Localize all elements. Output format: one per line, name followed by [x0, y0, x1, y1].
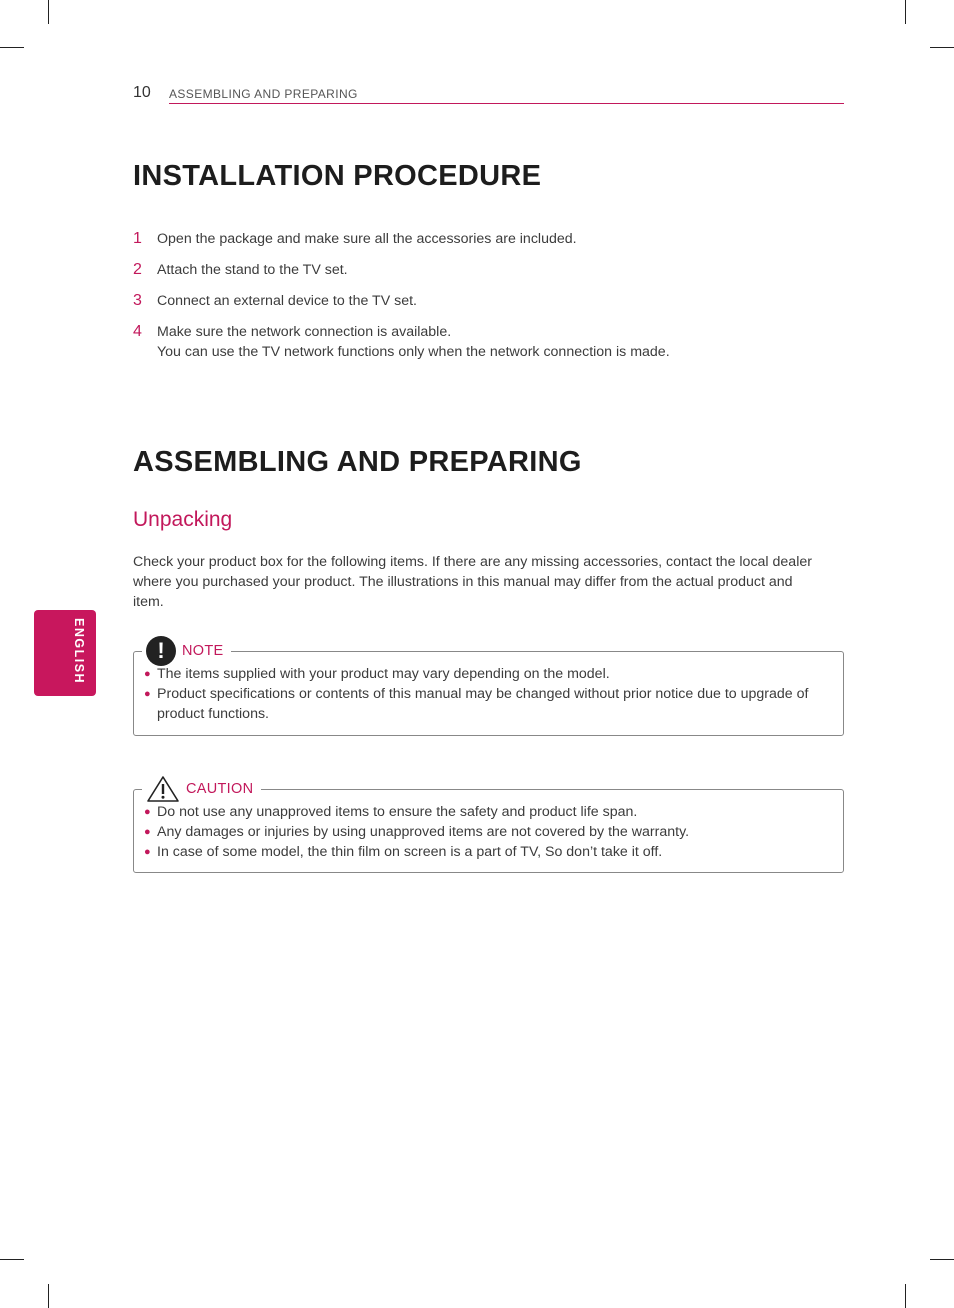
assembling-title: ASSEMBLING AND PREPARING — [133, 446, 582, 478]
caution-item — [144, 842, 824, 862]
note-item-text: The items supplied with your product may vary depending on the model. — [157, 666, 610, 682]
note-item — [144, 664, 824, 684]
header-rule — [169, 103, 844, 104]
language-tab — [34, 610, 96, 696]
note-label: NOTE — [182, 643, 224, 659]
step-item — [133, 322, 844, 362]
crop-mark — [48, 0, 49, 24]
bullet-icon: ● — [144, 688, 151, 700]
step-text: Attach the stand to the TV set. — [157, 262, 348, 278]
step-item — [133, 260, 844, 280]
caution-item-text: Do not use any unapproved items to ensure the safety and product life span. — [157, 804, 638, 820]
note-header — [142, 636, 231, 666]
crop-mark — [930, 47, 954, 48]
step-number: 4 — [133, 323, 142, 340]
crop-mark — [0, 47, 24, 48]
note-item-text: Product specifications or contents of this manual may be changed without prior notice due to upgrade of product functions. — [157, 686, 809, 722]
step-item — [133, 291, 844, 311]
step-item — [133, 229, 844, 249]
language-tab-label: ENGLISH — [72, 618, 86, 685]
running-title: ASSEMBLING AND PREPARING — [169, 87, 358, 101]
installation-title: INSTALLATION PROCEDURE — [133, 160, 542, 192]
caution-item — [144, 802, 824, 822]
note-list — [144, 664, 824, 724]
bullet-icon: ● — [144, 826, 151, 838]
crop-mark — [930, 1259, 954, 1260]
step-text: Open the package and make sure all the accessories are included. — [157, 231, 577, 247]
bullet-icon: ● — [144, 668, 151, 680]
step-text-continued: You can use the TV network functions only when the network connection is made. — [157, 344, 670, 360]
caution-box — [133, 781, 844, 873]
step-text: Make sure the network connection is available. — [157, 324, 452, 340]
caution-list — [144, 802, 824, 862]
caution-label: CAUTION — [186, 781, 254, 797]
step-number: 2 — [133, 261, 142, 278]
caution-item — [144, 822, 824, 842]
unpacking-intro: Check your product box for the following items. If there are any missing accessories, contact the local dealer where you purchased your product. The illustrations in this manual may differ from the actual product and item. — [133, 554, 812, 610]
caution-item-text: In case of some model, the thin film on screen is a part of TV, So don’t take it off. — [157, 844, 663, 860]
crop-mark — [905, 0, 906, 24]
installation-steps — [133, 229, 844, 373]
step-number: 3 — [133, 292, 142, 309]
step-text: Connect an external device to the TV set. — [157, 293, 417, 309]
warning-triangle-icon — [146, 775, 180, 803]
note-item — [144, 684, 824, 724]
page-header — [133, 84, 844, 106]
note-box — [133, 638, 844, 736]
unpacking-subtitle: Unpacking — [133, 508, 233, 531]
caution-item-text: Any damages or injuries by using unapproved items are not covered by the warranty. — [157, 824, 690, 840]
crop-mark — [905, 1284, 906, 1308]
exclamation-circle-icon: ! — [146, 636, 176, 666]
page-number: 10 — [133, 84, 151, 101]
crop-mark — [48, 1284, 49, 1308]
step-number: 1 — [133, 230, 142, 247]
caution-header — [142, 774, 261, 804]
bullet-icon: ● — [144, 806, 151, 818]
bullet-icon: ● — [144, 846, 151, 858]
crop-mark — [0, 1259, 24, 1260]
